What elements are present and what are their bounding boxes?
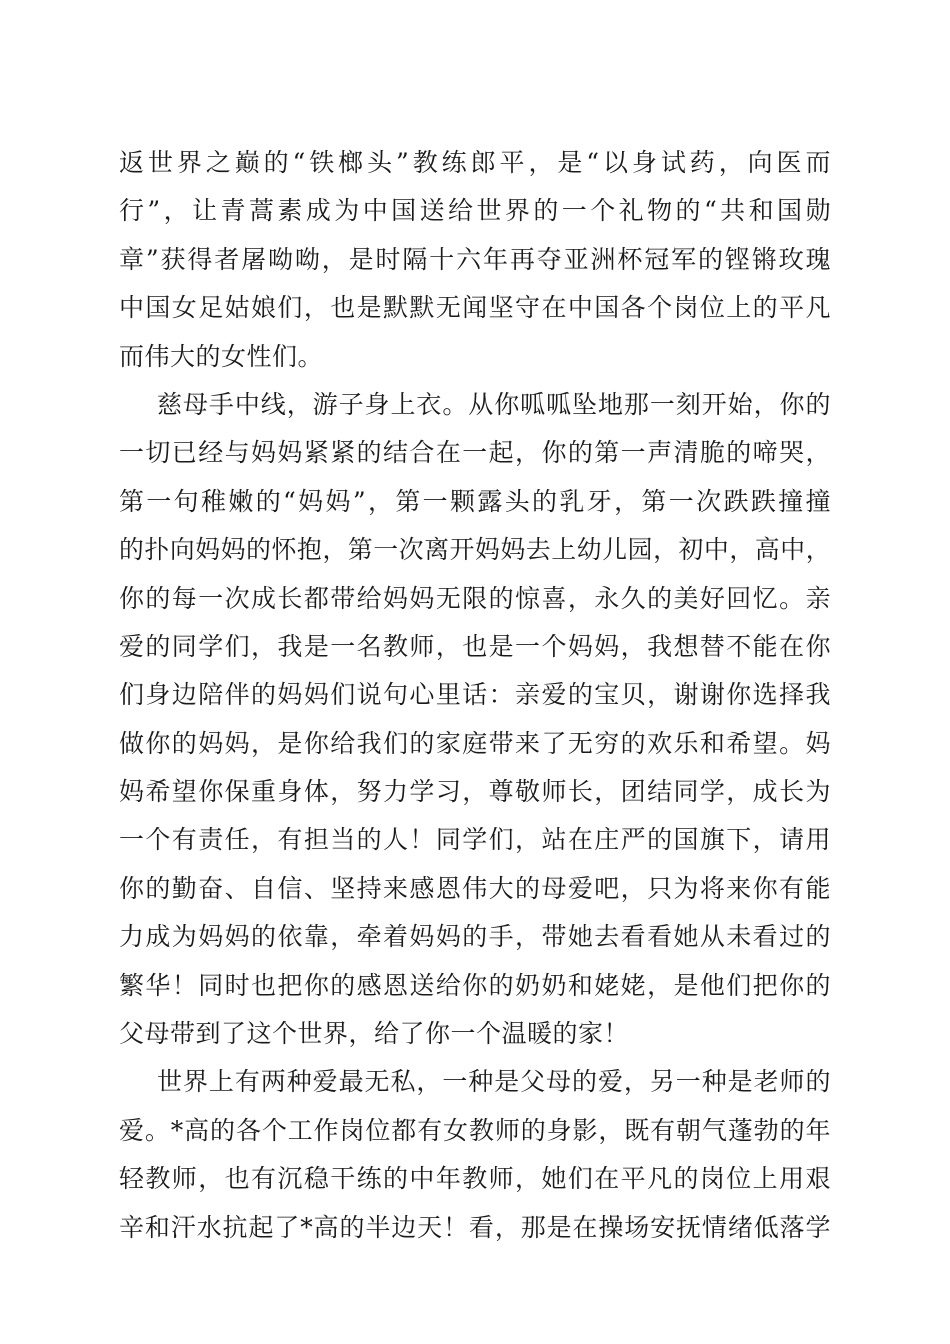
text-line: 你的每一次成长都带给妈妈无限的惊喜，永久的美好回忆。亲	[119, 583, 831, 613]
text-line: 辛和汗水抗起了*高的半边天！看，那是在操场安抚情绪低落学	[119, 1212, 831, 1242]
text-line: 轻教师，也有沉稳干练的中年教师，她们在平凡的岗位上用艰	[119, 1164, 831, 1194]
body-text	[119, 139, 831, 1252]
text-line: 爱。*高的各个工作岗位都有女教师的身影，既有朝气蓬勃的年	[119, 1115, 831, 1145]
text-line: 第一句稚嫩的“妈妈”，第一颗露头的乳牙，第一次跌跌撞撞	[119, 486, 831, 516]
text-line: 父母带到了这个世界，给了你一个温暖的家！	[119, 1019, 630, 1049]
text-line: 妈希望你保重身体，努力学习，尊敬师长，团结同学，成长为	[119, 777, 831, 807]
text-line: 的扑向妈妈的怀抱，第一次离开妈妈去上幼儿园，初中，高中，	[119, 535, 831, 565]
text-line: 你的勤奋、自信、坚持来感恩伟大的母爱吧，只为将来你有能	[119, 873, 831, 903]
text-line: 返世界之巅的“铁榔头”教练郎平，是“以身试药，向医而	[119, 148, 831, 177]
text-line: 们身边陪伴的妈妈们说句心里话：亲爱的宝贝，谢谢你选择我	[119, 680, 831, 710]
text-line: 中国女足姑娘们，也是默默无闻坚守在中国各个岗位上的平凡	[119, 293, 831, 323]
text-line: 一个有责任，有担当的人！同学们，站在庄严的国旗下，请用	[119, 825, 831, 855]
text-line: 一切已经与妈妈紧紧的结合在一起，你的第一声清脆的啼哭，	[119, 438, 831, 468]
paragraph-start-line: 慈母手中线，游子身上衣。从你呱呱坠地那一刻开始，你的	[157, 389, 831, 419]
text-line: 而伟大的女性们。	[119, 341, 324, 371]
text-line: 行”，让青蒿素成为中国送给世界的一个礼物的“共和国勋	[119, 196, 831, 226]
text-line: 章”获得者屠呦呦，是时隔十六年再夺亚洲杯冠军的铿锵玫瑰	[119, 244, 831, 274]
text-line: 力成为妈妈的依靠，牵着妈妈的手，带她去看看她从未看过的	[119, 922, 831, 952]
text-line: 爱的同学们，我是一名教师，也是一个妈妈，我想替不能在你	[119, 631, 831, 661]
text-line: 繁华！同时也把你的感恩送给你的奶奶和姥姥，是他们把你的	[119, 970, 831, 1000]
text-line: 做你的妈妈，是你给我们的家庭带来了无穷的欢乐和希望。妈	[119, 728, 831, 758]
paragraph-start-line: 世界上有两种爱最无私，一种是父母的爱，另一种是老师的	[157, 1067, 831, 1097]
